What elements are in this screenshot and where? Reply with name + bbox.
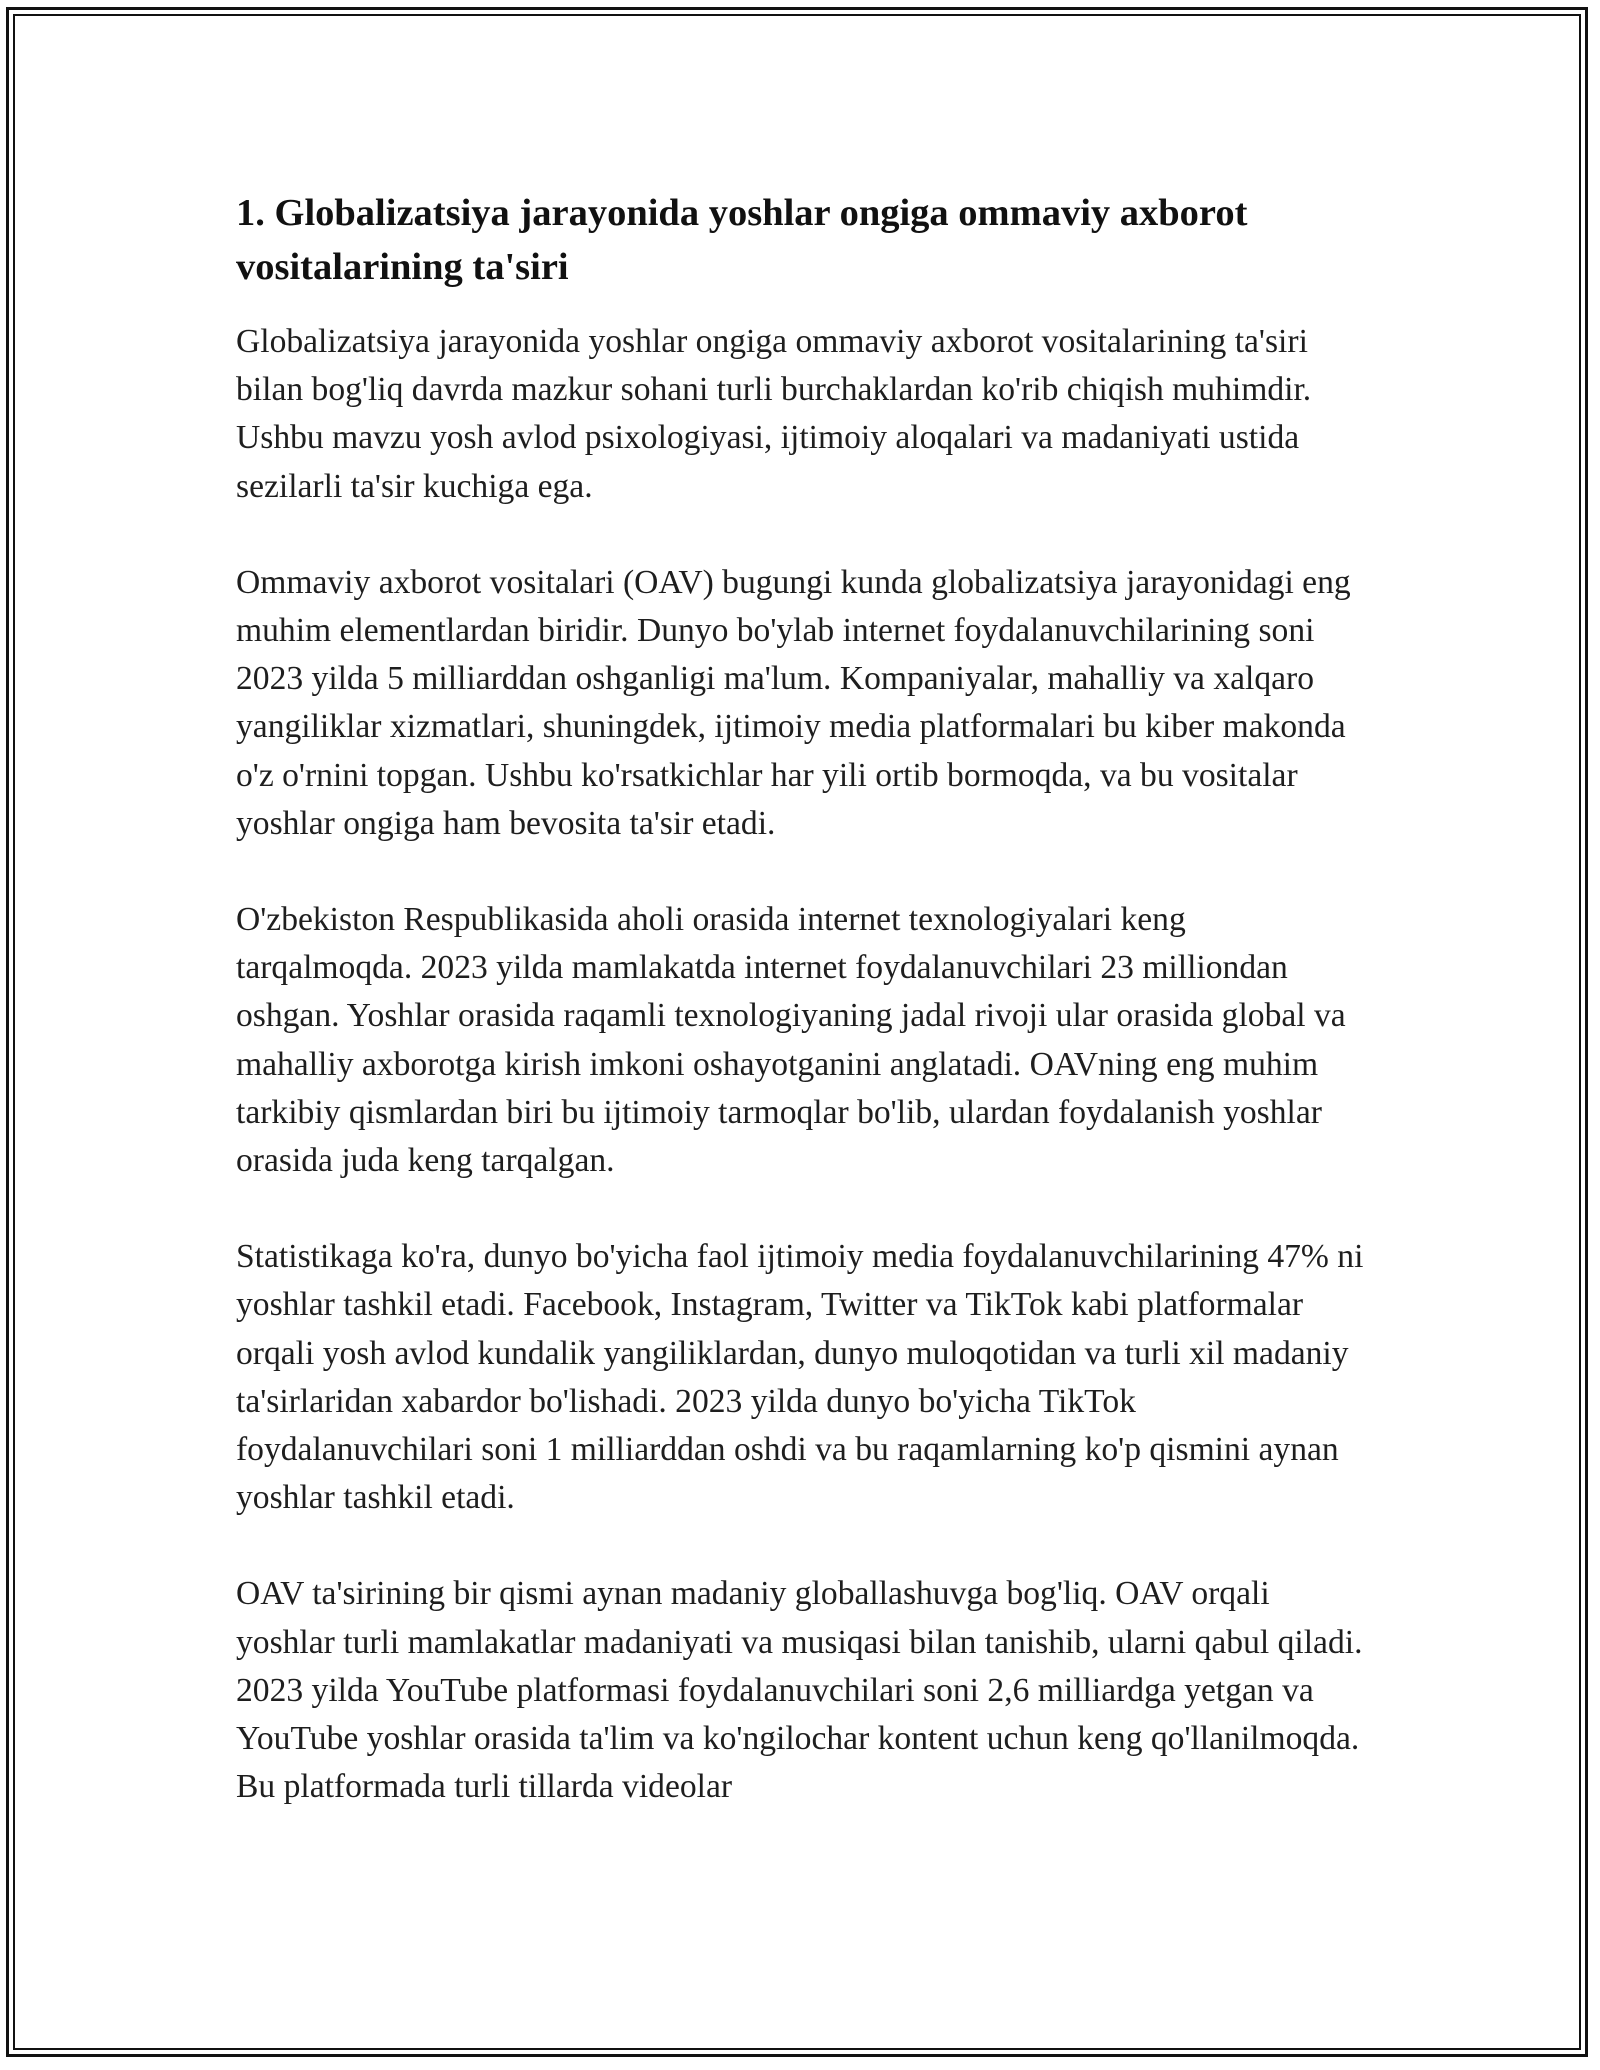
paragraph-4: Statistikaga ko'ra, dunyo bo'yicha faol ijtimoiy media foydalanuvchilarining 47% ni yoshlar tashkil etadi. Facebook, Instagram, Twitter va TikTok kabi platformalar orqali yosh avlod kundalik yangiliklardan, dunyo muloqotidan va turli xil madaniy ta'sirlaridan xabardor bo'lishadi. 2023 yilda dunyo bo'yicha TikTok foydalanuvchilari soni 1 milliarddan oshdi va bu raqamlarning ko'p qismini aynan yoshlar tashkil etadi. <box>236 1238 1364 1517</box>
paragraph-3: O'zbekiston Respublikasida aholi orasida internet texnologiyalari keng tarqalmoqda. 2023 yilda mamlakatda internet foydalanuvchilari 23 milliondan oshgan. Yoshlar orasida raqamli texnologiyaning jadal rivoji ular orasida global va mahalliy axborotga kirish imkoni oshayotganini anglatadi. OAVning eng muhim tarkibiy qismlardan biri bu ijtimoiy tarmoqlar bo'lib, ulardan foydalanish yoshlar orasida juda keng tarqalgan. <box>236 901 1346 1180</box>
paragraph-1: Globalizatsiya jarayonida yoshlar ongiga ommaviy axborot vositalarining ta'siri bilan bog'liq davrda mazkur sohani turli burchaklardan ko'rib chiqish muhimdir. Ushbu mavzu yosh avlod psixologiyasi, ijtimoiy aloqalari va madaniyati ustida sezilarli ta'sir kuchiga ega. <box>236 323 1312 505</box>
document-body <box>236 186 1366 1859</box>
paragraph-5: OAV ta'sirining bir qismi aynan madaniy globallashuvga bog'liq. OAV orqali yoshlar turli mamlakatlar madaniyati va musiqasi bilan tanishib, ularni qabul qiladi. 2023 yilda YouTube platformasi foydalanuvchilari soni 2,6 milliardga yetgan va YouTube yoshlar orasida ta'lim va ko'ngilochar kontent uchun keng qo'llanilmoqda. Bu platformada turli tillarda videolar <box>236 1575 1363 1806</box>
paragraph-2: Ommaviy axborot vositalari (OAV) bugungi kunda globalizatsiya jarayonidagi eng muhim elementlardan biridir. Dunyo bo'ylab internet foydalanuvchilarining soni 2023 yilda 5 milliarddan oshganligi ma'lum. Kompaniyalar, mahalliy va xalqaro yangiliklar xizmatlari, shuningdek, ijtimoiy media platformalari bu kiber makonda o'z o'rnini topgan. Ushbu ko'rsatkichlar har yili ortib bormoqda, va bu vositalar yoshlar ongiga ham bevosita ta'sir etadi. <box>236 563 1351 842</box>
section-title: 1. Globalizatsiya jarayonida yoshlar ongiga ommaviy axborot vositalarining ta'siri <box>236 192 1248 288</box>
